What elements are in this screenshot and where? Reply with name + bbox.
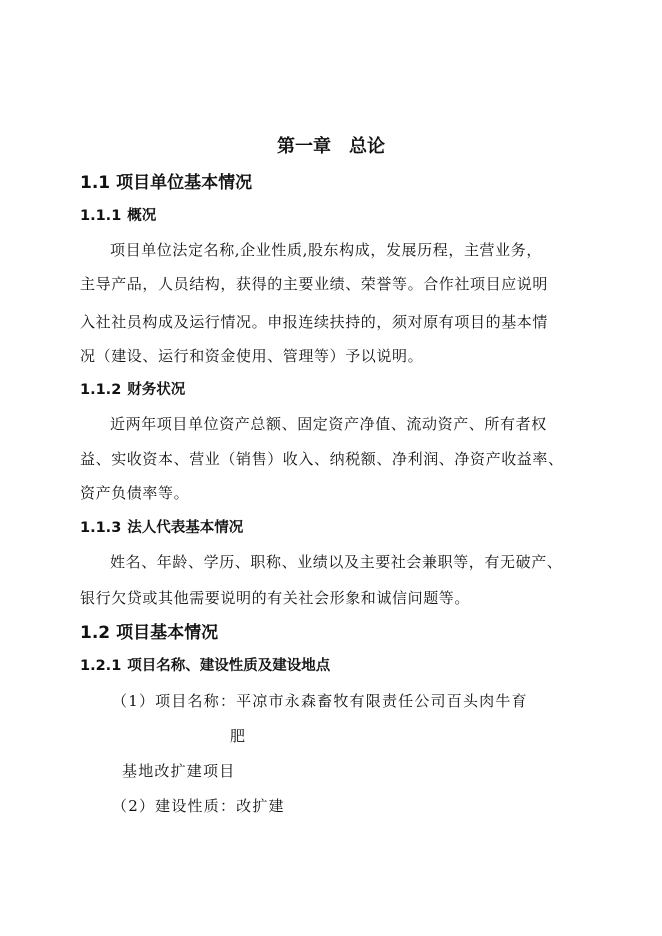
chapter-heading [0, 134, 662, 160]
section-heading-1-1-1 [80, 205, 156, 227]
paragraph-line: 入社社员构成及运行情况。申报连续扶持的，须对原有项目的基本情 [80, 313, 549, 331]
section-number: 1.1.2 [80, 382, 122, 398]
list-item-continuation: 基地改扩建项目 [122, 762, 236, 780]
paragraph-line: 况（建设、运行和资金使用、管理等）予以说明。 [80, 347, 424, 365]
list-item-continuation: 肥 [230, 727, 247, 745]
section-title: 项目单位基本情况 [116, 173, 253, 193]
section-heading-1-1-2 [80, 379, 185, 401]
chapter-number: 第一章 [277, 136, 331, 157]
section-number: 1.2.1 [80, 658, 122, 674]
list-item-construction-type: （2）建设性质：改扩建 [112, 797, 285, 815]
paragraph-line: 益、实收资本、营业（销售）收入、纳税额、净利润、净资产收益率、 [80, 450, 564, 468]
section-number: 1.1.3 [80, 520, 122, 536]
chapter-title: 总论 [349, 136, 385, 157]
section-title: 项目名称、建设性质及建设地点 [127, 658, 331, 674]
section-number: 1.1.1 [80, 208, 122, 224]
paragraph-line: 姓名、年龄、学历、职称、业绩以及主要社会兼职等，有无破产、 [110, 553, 563, 571]
section-title: 法人代表基本情况 [127, 520, 244, 536]
section-heading-1-2 [80, 621, 218, 645]
section-heading-1-2-1 [80, 655, 330, 677]
section-heading-1-1 [80, 171, 252, 195]
section-heading-1-1-3 [80, 517, 243, 539]
section-title: 项目基本情况 [116, 623, 219, 643]
list-item-project-name: （1）项目名称：平凉市永森畜牧有限责任公司百头肉牛育 [112, 692, 528, 710]
paragraph-line: 近两年项目单位资产总额、固定资产净值、流动资产、所有者权 [110, 415, 547, 433]
paragraph-line: 银行欠贷或其他需要说明的有关社会形象和诚信问题等。 [80, 589, 471, 607]
section-number: 1.1 [80, 173, 111, 193]
paragraph-line: 项目单位法定名称,企业性质,股东构成，发展历程，主营业务， [110, 241, 542, 259]
paragraph-line: 资产负债率等。 [80, 484, 190, 502]
section-title: 概况 [127, 208, 157, 224]
section-title: 财务状况 [127, 382, 186, 398]
section-number: 1.2 [80, 623, 111, 643]
paragraph-line: 主导产品，人员结构，获得的主要业绩、荣誉等。合作社项目应说明 [80, 275, 549, 293]
